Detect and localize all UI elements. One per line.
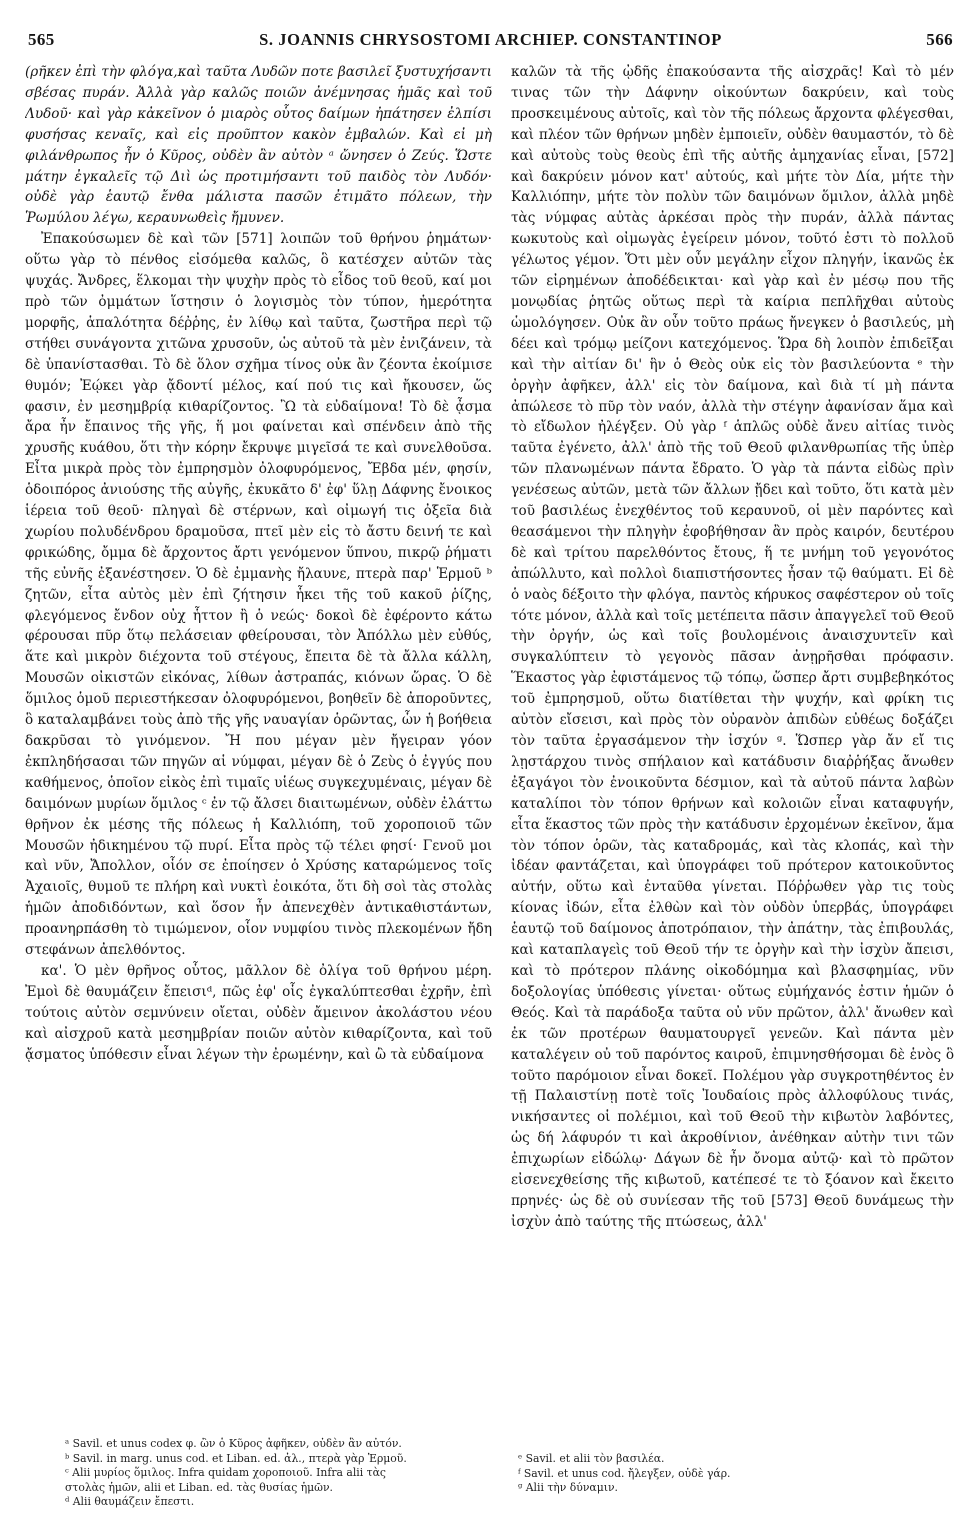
footnote-g: ᵍ Alii τὴν δύναμιν. — [518, 1481, 618, 1495]
right-paragraph-1: καλῶν τὰ τῆς ᾠδῆς ἐπακούσαντα τῆς αἰσχρᾶς! Καὶ τὸ μέν τινας τῶν τὴν Δάφνην οἰκούντων δακρύειν, καὶ τοὺς προσκειμένους αὐτοῖς, καὶ τὸν τῆς πόλεως ἄρχοντα φλέγεσθαι, καὶ πλέον τῶν θρήνων μηδὲν ἐμποιεῖν, οὐδὲν θαυμαστόν, τὸ δὲ καὶ αὐτοὺς τοὺς θεοὺς ἐπὶ τῆς αὐτῆς ἀμηχανίας εἶναι, [572] καὶ δακρύειν μόνον κατ' αὐτούς, καὶ μήτε τὸν Δία, μήτε τὴν Καλλιόπην, μήτε τὸν πολὺν τῶν δαιμόνων ὅμιλον, ἀλλὰ μηδὲ τὰς νύμφας αὐτὰς ἀρκέσαι πρὸς τὴν πυράν, ἀλλὰ πάντας κωκυτοὺς καὶ οἰμωγὰς ἐγείρειν μόνον, τοῦτό ἐστι τὸ πολλοῦ γέλωτος γέμον. Ὅτι μὲν οὖν μεγάλην εἶχον πληγήν, ἱκανῶς ἐκ τῶν εἰρημένων ἀποδέδεικται· καὶ γὰρ καὶ ἐν μέσῳ που τῆς μονῳδίας ῥητῶς οὕτως περὶ τὰ καίρια πεπλῆχθαι αὐτοὺς ὡμολόγησεν. Οὐκ ἂν οὖν τοῦτο πράως ἤνεγκεν ὁ βασιλεύς, μὴ δέει καὶ τρόμῳ μείζονι κατεχόμενος. Ὥρα δὴ λοιπὸν ἐπιδεῖξαι καὶ τὴν αἰτίαν δι' ἣν ὁ Θεὸς οὐκ εἰς τὸν βασιλεύοντα ᵉ τὴν ὀργὴν ἀφῆκεν, ἀλλ' εἰς τὸν δαίμονα, καὶ διὰ τί μὴ πάντα ἀπώλεσε τὸ πῦρ τὸν ναόν, ἀλλὰ τὴν στέγην ἀφανίσαν ἅμα καὶ τὸ εἴδωλον ἠλέγξεν. Οὐ γὰρ ᶠ ἁπλῶς οὐδὲ ἄνευ αἰτίας τινὸς ταῦτα ἐγένετο, ἀλλ' ἀπὸ τῆς τοῦ Θεοῦ φιλανθρωπίας τῆς ὑπὲρ τῶν πλανωμένων πάντα ἔδρατο. Ὁ γὰρ τὰ πάντα εἰδὼς πρὶν γενέσεως αὐτῶν, μετὰ τῶν ἄλλων ᾔδει καὶ τοῦτο, ὅτι κατὰ μὲν τοῦ βασιλέως ἐνεχθέντος τοῦ κεραυνοῦ, οἱ μὲν παρόντες καὶ θεασάμενοι τὴν πληγὴν ἐφοβήθησαν ἂν πρὸς καιρόν, δευτέρου δὲ καὶ τρίτου παρελθόντος ἔτους, ἥ τε μνήμη τοῦ γεγονότος ἀπώλλυτο, καὶ πολλοὶ διαπιστήσοντες ἦσαν τῷ θαύματι. Εἰ δὲ ὁ ναὸς δέξοιτο τὴν φλόγα, παντὸς κήρυκος σαφέστερον οὐ τοῖς τότε μόνον, ἀλλὰ καὶ τοῖς μετέπειτα πᾶσιν ἀπαγγελεῖ τοῦ Θεοῦ τὴν ὀργήν, ὡς καὶ τοῖς βουλομένοις ἀναισχυντεῖν καὶ συγκαλύπτειν τὸ γεγονὸς πᾶσαν ἀνῃρῆσθαι πρόφασιν. Ἕκαστος γὰρ ἐφιστάμενος τῷ τόπῳ, ὥσπερ ἄρτι συμβεβηκότος τοῦ ἐμπρησμοῦ, οὕτω διατίθεται τὴν ψυχήν, καὶ φρίκη τις αὐτὸν εἴσεισι, καὶ πρὸς τὸν οὐρανὸν ἀπιδὼν εὐθέως δοξάζει τὸν ταῦτα ἐργασάμενον τὴν ἰσχύν ᵍ. Ὥσπερ γὰρ ἄν εἴ τις λῃστάρχου τινὸς σπήλαιον καὶ κατάδυσιν διαῤῥήξας ἄνωθεν ἐξαγάγοι τὸν ἐνοικοῦντα δέσμιον, καὶ τὰ αὐτοῦ πάντα λαβὼν καταλίποι τὸν τόπον θρήνων καὶ κολοιῶν εἶναι καταφυγήν, εἶτα ἕκαστος τῶν πρὸς τὴν κατάδυσιν ἐρχομένων ἐκεῖνον, ἅμα τὸν τόπον ὁρῶν, τὰς καταδρομάς, καὶ τὰς κλοπάς, καὶ τὴν ἰδέαν φαντάζεται, καὶ ὑπογράφει τοῦ πρότερον κατοικοῦντος αὐτήν, οὕτω καὶ ἐνταῦθα γίνεται. Πόῤῥωθεν γὰρ τις τοὺς κίονας ἰδών, εἶτα ἐλθὼν καὶ τὸν οὐδὸν ὑπερβάς, ὑπογράφει ἑαυτῷ τοῦ δαίμονος ἀποτρόπαιον, τὴν ἀπάτην, τὰς ἐπιβουλάς, καὶ καταπλαγεὶς τοῦ Θεοῦ τήν τε ὀργὴν καὶ τὴν ἰσχὺν ἄπεισι, καὶ τὸ πρότερον πλάνης οἰκοδόμημα καὶ βλασφημίας, νῦν δοξολογίας ὑπόθεσις γίνεται· οὕτως εὐμήχανός ἐστιν ἡμῶν ὁ Θεός. Καὶ τὰ παράδοξα ταῦτα οὐ νῦν πρῶτον, ἀλλ' ἄνωθεν καὶ ἐκ τῶν προτέρων θαυματουργεῖ γενεῶν. Καὶ πάντα μὲν καταλέγειν οὐ τοῦ παρόντος καιροῦ, ἐπιμνησθήσομαι δὲ ἑνὸς ὃ τοῦτο παρόμοιον εἶναι δοκεῖ. Πολέμου γὰρ συγκροτηθέντος ἐν τῇ Παλαιστίνῃ ποτὲ τοῖς Ἰουδαίοις πρὸς ἀλλοφύλους τινάς, νικήσαντες οἱ πολέμιοι, καὶ τοῦ Θεοῦ τὴν κιβωτὸν λαβόντες, ὡς δή λάφυρόν τι καὶ ἀκροθίνιον, ἀνέθηκαν αὐτὴν τινι τῶν ἐπιχωρίων εἰδώλῳ· Δάγων δὲ ἦν ὄνομα αὐτῷ· καὶ τὸ πρῶτον εἰσενεχθείσης τῆς κιβωτοῦ, κατέπεσέ τε τὸ ξόανον καὶ ἔκειτο πρηνές· ὡς δὲ οὐ συνίεσαν τῆς τοῦ [573] Θεοῦ δυνάμεως τὴν ἰσχὺν ἀπὸ ταύτης τῆς πτώσεως, ἀλλ' — [511, 64, 954, 1230]
right-column — [511, 62, 954, 1442]
footnote-e: ᵉ Savil. et alii τὸν βασιλέα. — [518, 1452, 665, 1465]
footnote-f: ᶠ Savil. et unus cod. ἤλεγξεν, οὐδὲ γάρ. — [518, 1466, 731, 1480]
left-column — [25, 62, 492, 1422]
page-number-left: 565 — [28, 30, 55, 49]
footnote-c: ᶜ Alii μυρίος ὅμιλος. Infra quidam χοροποιοῦ. Infra alii τὰς — [65, 1466, 386, 1480]
left-paragraph-3: κα'. Ὁ μὲν θρῆνος οὗτος, μᾶλλον δὲ ὀλίγα τοῦ θρήνου μέρη. Ἐμοὶ δὲ θαυμάζειν ἔπεισιᵈ, πῶς ἐφ' οἷς ἐγκαλύπτεσθαι ἐχρῆν, ἐπὶ τούτοις αὐτὸν σεμνύνειν οἴεται, οὐδὲν ἄμεινον ἀκολάστου νέου καὶ αἰσχροῦ κατὰ μεσημβρίαν ποιῶν αὐτὸν κιθαρίζοντα, καὶ τοῦ ᾄσματος ὑπόθεσιν εἶναι λέγων τὴν ἐρωμένην, καὶ ὢ τὰ εὐδαίμονα — [25, 962, 492, 1063]
left-paragraph-1: (ρῆκεν ἐπὶ τὴν φλόγα,καὶ ταῦτα Λυδῶν ποτε βασιλεῖ ξυστυχήσαντι σβέσας πυράν. Ἀλλὰ γὰρ καλῶς ποιῶν ἀνέμνησας ἡμᾶς καὶ τοῦ Λυδοῦ· καὶ γὰρ κἀκεῖνον ὁ μιαρὸς οὗτος δαίμων ἠπάτησεν ἐλπίσι φυσήσας κεναῖς, καὶ εἰς προῦπτον κακὸν ἐμβαλών. Καὶ εἰ μὴ φιλάνθρωπος ἦν ὁ Κῦρος, οὐδὲν ἂν αὐτὸν ᵃ ὤνησεν ὁ Ζεύς. Ὥστε μάτην ἐγκαλεῖς τῷ Διὶ ὡς προτιμήσαντι τοῦ παιδὸς τὸν Λυδόν· οὐδὲ γὰρ ἑαυτῷ ἔνθα μάλιστα πασῶν ἐτιμᾶτο πόλεων, τὴν Ῥωμύλου λέγω, κεραυνωθεὶς ἤμυνεν. — [25, 64, 492, 227]
footnote-a: ᵃ Savil. et unus codex φ. ὢν ὁ Κῦρος ἀφῆκεν, οὐδὲν ἂν αὐτόν. — [65, 1437, 402, 1450]
running-head: S. JOANNIS CHRYSOSTOMI ARCHIEP. CONSTANTINOP — [259, 30, 722, 49]
left-paragraph-2: Ἐπακούσωμεν δὲ καὶ τῶν [571] λοιπῶν τοῦ θρήνου ῥημάτων· οὕτω γὰρ τὸ πένθος εἰσόμεθα καλῶς, ὃ κατέσχεν αὐτῶν τὰς ψυχάς. Ἄνδρες, ἕλκομαι τὴν ψυχὴν πρὸς τὸ εἶδος τοῦ θεοῦ, καί μοι πρὸ τῶν ὀμμάτων ἵστησιν ὁ λογισμὸς τὸν τύπον, ἡμερότητα μορφῆς, ἁπαλότητα δέῤῥης, ἐν λίθῳ καὶ ταῦτα, ζωστῆρα περὶ τῷ στήθει συνάγοντα χιτῶνα χρυσοῦν, ὡς αὐτοῦ τὰ μὲν ἐνιζάνειν, τὰ δὲ ὑπανίστασθαι. Τὸ δὲ ὅλον σχῆμα τίνος οὐκ ἂν ζέοντα ἐκοίμισε θυμόν; Ἐῴκει γὰρ ᾄδοντί μέλος, καί πού τις καὶ ἤκουσεν, ὥς φασιν, ἐν μεσημβρίᾳ κιθαρίζοντος. Ὢ τὰ εὐδαίμονα! Τὸ δὲ ᾆσμα ἄρα ἦν ἔπαινος τῆς γῆς, ἥ μοι φαίνεται καὶ σπένδειν ἀπὸ τῆς χρυσῆς κυάθου, ὅτι τὴν κόρην ἔκρυψε μιγεῖσά τε καὶ συνελθοῦσα. Εἶτα μικρὰ πρὸς τὸν ἐμπρησμὸν ὀλοφυρόμενος, Ἔβδα μέν, φησίν, ὁδοιπόρος ἀνιούσης τῆς αὐγῆς, ἐκυκᾶτο δ' ἐφ' ὕλῃ Δάφνης ἔνοικος ἱέρεια τοῦ θεοῦ· πληγαὶ δὲ στέρνων, καὶ οἰμωγή τις ὀξεῖα διὰ χωρίου πολυδένδρου δραμοῦσα, πτεῖ μὲν εἰς τὸ ἄστυ δεινή τε καὶ φρικώδης, ὄμμα δὲ ἄρχοντος ἄρτι γενόμενον ὕπνου, πικρῷ ῥήματι τῆς εὐνῆς ἐξανέστησεν. Ὁ δὲ ἐμμανὴς ἤλαυνε, πτερὰ παρ' Ἑρμοῦ ᵇ ζητῶν, εἶτα αὐτὸς μὲν ἐπὶ ζήτησιν ἧκει τῆς τοῦ κακοῦ ῥίζης, φλεγόμενος ἔνδον οὐχ ἧττον ἢ ὁ νεώς· δοκοὶ δὲ ἐφέροντο κάτω φέρουσαι πῦρ ὅτῳ πελάσειαν φθείρουσαι, τὸν Ἀπόλλω μὲν εὐθύς, ἅτε καὶ μικρὸν διέχοντα τοῦ στέγους, ἔπειτα δὲ τὰ ἄλλα κάλλη, Μουσῶν οἰκιστῶν εἰκόνας, λίθων ἀστραπάς, κιόνων ὥρας. Ὁ δὲ ὅμιλος ὁμοῦ περιεστήκεσαν ὀλοφυρόμενοι, βοηθεῖν δὲ ἀποροῦντες, ὃ καταλαμβάνει τοὺς ἀπὸ τῆς γῆς ναυαγίαν ὁρῶντας, ὧν ἡ βοήθεια δακρῦσαι τὸ γινόμενον. Ἤ που μέγαν μὲν ἤγειραν γόον ἐκπληδήσασαι τῶν πηγῶν αἱ νύμφαι, μέγαν δὲ ὁ Ζεὺς ὁ ἐγγύς που καθήμενος, ὁποῖον εἰκὸς ἐπὶ τιμαῖς υἱέως συγκεχυμέναις, μέγαν δὲ δαιμόνων μυρίων ὅμιλος ᶜ ἐν τῷ ἄλσει διαιτωμένων, οὐδὲν ἐλάττω θρῆνον ἐκ μέσης τῆς πόλεως ἡ Καλλιόπη, τοῦ χοροποιοῦ τῶν Μουσῶν ἠδικημένου τῷ πυρί. Εἶτα πρὸς τῷ τέλει φησί· Γενοῦ μοι καὶ νῦν, Ἄπολλον, οἷόν σε ἐποίησεν ὁ Χρύσης καταρώμενος τοῖς Ἀχαιοῖς, θυμοῦ τε πλήρη καὶ νυκτὶ ἐοικότα, ὅτι δὴ σοὶ τὰς στολὰς ἡμῶν ἀποδιδόντων, καὶ ὅσον ἦν ἀπενεχθὲν ἀντικαθιστάντων, προανηρπάσθη τὸ τιμώμενον, οἷον νυμφίου τινὸς πλεκομένων ἤδη στεφάνων ἀπελθόντος. — [25, 231, 492, 959]
footnote-b: ᵇ Savil. in marg. unus cod. et Liban. ed. ἀλ., πτερὰ γὰρ Ἑρμοῦ. — [65, 1451, 407, 1465]
page-number-right: 566 — [926, 30, 953, 49]
footnotes-left — [65, 1437, 485, 1510]
page-header — [28, 30, 953, 56]
footnote-d: ᵈ Alii θαυμάζειν ἔπεστι. — [65, 1495, 195, 1509]
footnote-c-continued: στολὰς ἡμῶν, alii et Liban. ed. τὰς θυσίας ἡμῶν. — [65, 1480, 333, 1494]
footnotes-right — [518, 1452, 938, 1496]
